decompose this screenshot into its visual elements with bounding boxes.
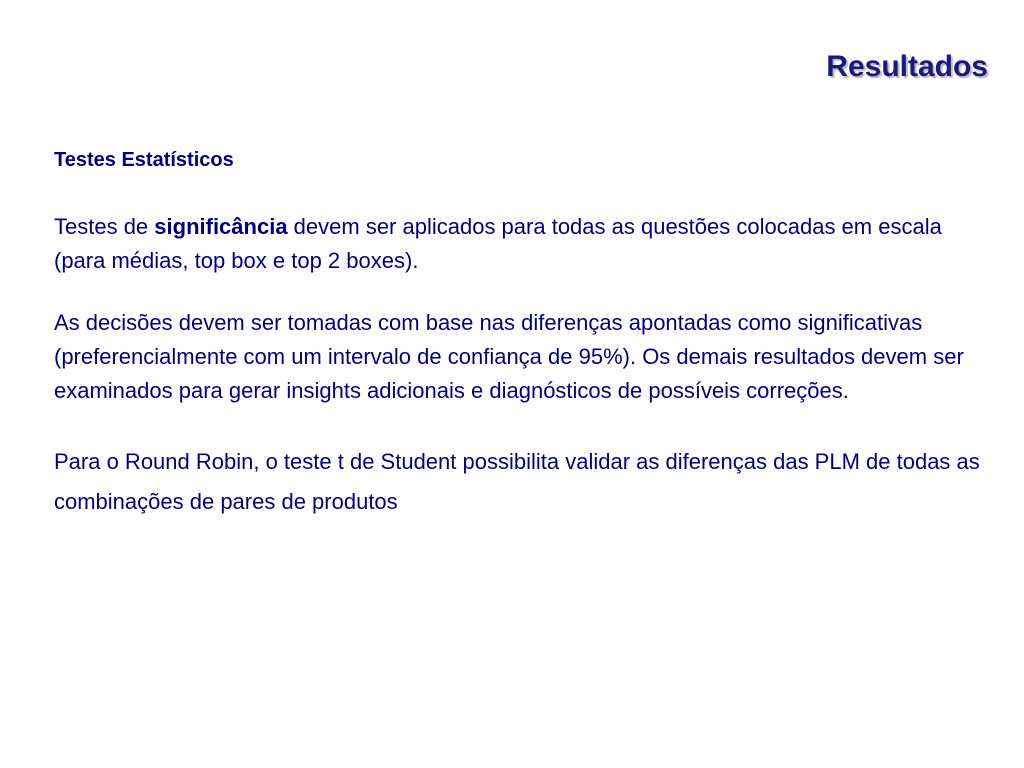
paragraph-significance-start: Testes de xyxy=(54,214,155,239)
slide-body xyxy=(54,146,994,522)
significance-term: significância xyxy=(154,214,288,239)
paragraph-significance xyxy=(54,210,994,278)
slide-title: Resultados xyxy=(826,50,988,83)
paragraph-round-robin: Para o Round Robin, o teste t de Student possibilita validar as diferenças das PLM de todas as combinações de pares de produtos xyxy=(54,449,980,514)
paragraph-significance-end: devem ser aplicados para todas as questões colocadas em escala (para médias, top box e top 2 boxes). xyxy=(54,214,942,273)
paragraph-decisions: As decisões devem ser tomadas com base nas diferenças apontadas como significativas (preferencialmente com um intervalo de confiança de 95%). Os demais resultados devem ser examinados para gerar insights adicionais e diagnósticos de possíveis correções. xyxy=(54,310,964,403)
section-heading: Testes Estatísticos xyxy=(54,149,234,171)
